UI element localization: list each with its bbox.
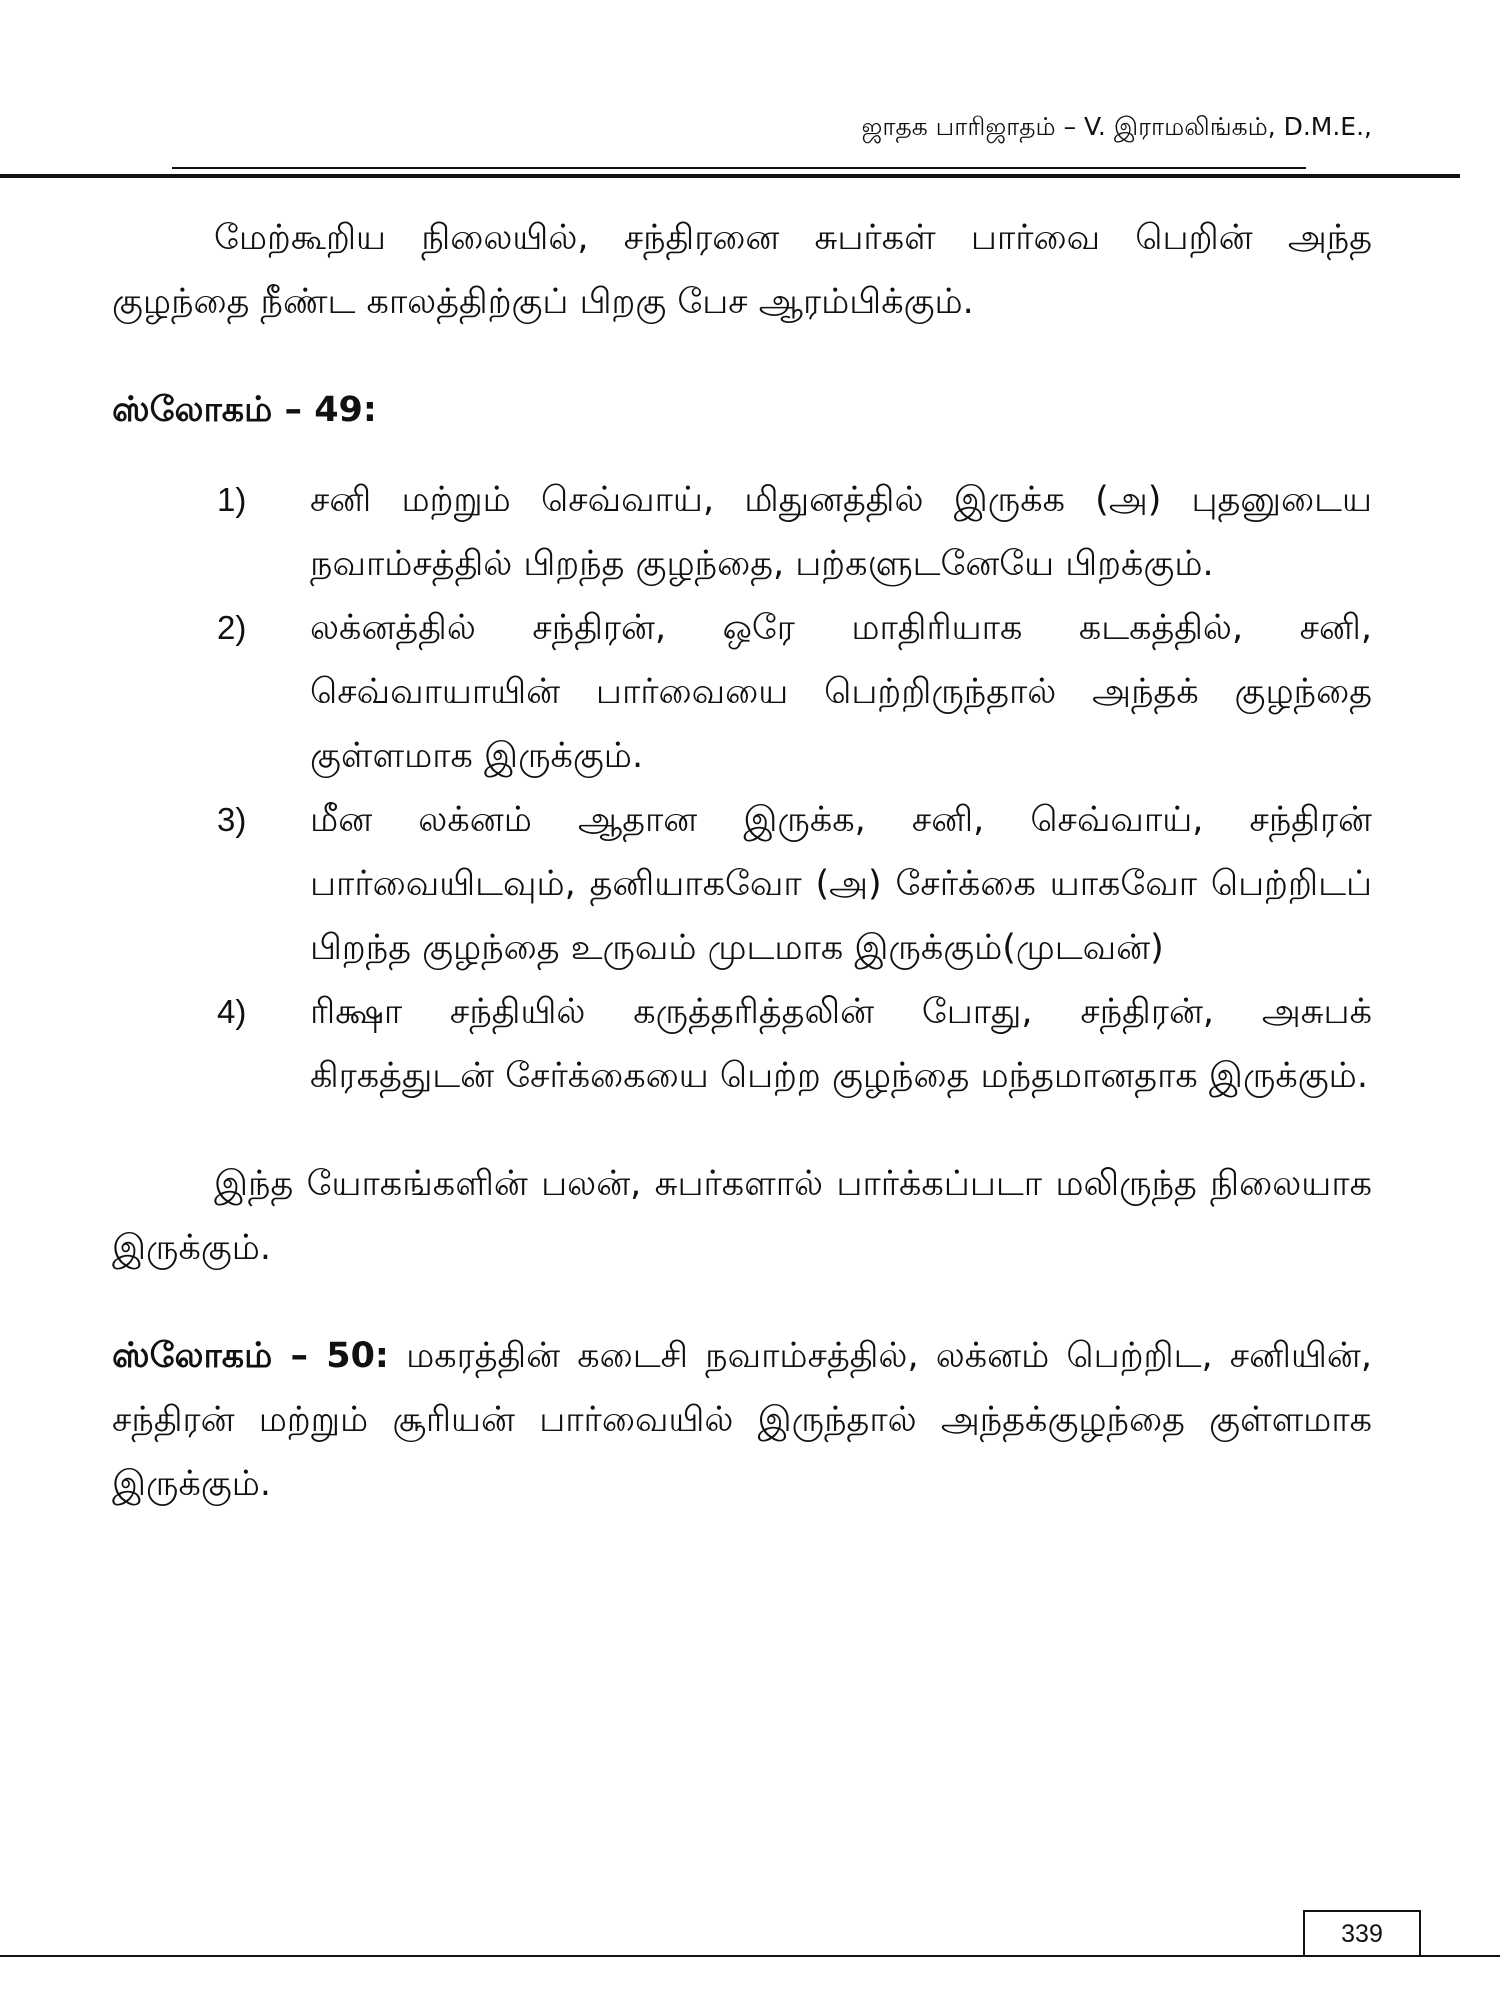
- header-rule-thick: [0, 174, 1460, 178]
- sloka-50-label: ஸ்லோகம் – 50:: [112, 1336, 389, 1376]
- list-item-text: மீன லக்னம் ஆதான இருக்க, சனி, செவ்வாய், சந்திரன் பார்வையிடவும், தனியாகவோ (அ) சேர்க்கை யாகவோ பெற்றிடப் பிறந்த குழந்தை உருவம் முடமாக இருக்கும்(முடவன்): [310, 800, 1372, 968]
- list-item: [112, 468, 1372, 596]
- list-item-number: 3): [217, 801, 247, 838]
- yoga-paragraph: இந்த யோகங்களின் பலன், சுபர்களால் பார்க்கப்படா மலிருந்த நிலையாக இருக்கும்.: [112, 1164, 1372, 1268]
- intro-paragraph: மேற்கூறிய நிலையில், சந்திரனை சுபர்கள் பார்வை பெறின் அந்த குழந்தை நீண்ட காலத்திற்குப் பிறகு பேச ஆரம்பிக்கும்.: [112, 218, 1372, 322]
- sloka-50-paragraph: [112, 1324, 1372, 1516]
- header-rule-thin: [172, 167, 1306, 169]
- footer-rule: [0, 1955, 1500, 1957]
- list-item-number: 1): [217, 481, 247, 518]
- sloka-49-label: ஸ்லோகம் – 49:: [112, 390, 377, 430]
- page-body: [112, 206, 1372, 1516]
- list-item: [112, 980, 1372, 1108]
- list-item: [112, 788, 1372, 980]
- sloka-49-heading: [112, 378, 1372, 442]
- list-item: [112, 596, 1372, 788]
- sloka-49-list: [112, 468, 1372, 1108]
- spacer: [112, 1108, 1372, 1152]
- sloka-50-text: மகரத்தின் கடைசி நவாம்சத்தில், லக்னம் பெற்றிட, சனியின், சந்திரன் மற்றும் சூரியன் பார்வையில் இருந்தால் அந்தக்குழந்தை குள்ளமாக இருக்கும்.: [112, 1336, 1372, 1504]
- list-item-text: ரிக்ஷா சந்தியில் கருத்தரித்தலின் போது, சந்திரன், அசுபக் கிரகத்துடன் சேர்க்கையை பெற்ற குழந்தை மந்தமானதாக இருக்கும்.: [310, 992, 1372, 1096]
- running-header: ஜாதக பாரிஜாதம் – V. இராமலிங்கம், D.M.E.,: [861, 112, 1372, 141]
- list-item-number: 2): [217, 609, 247, 646]
- spacer: [112, 1280, 1372, 1324]
- page-number: 339: [1303, 1910, 1421, 1956]
- list-item-text: சனி மற்றும் செவ்வாய், மிதுனத்தில் இருக்க (அ) புதனுடைய நவாம்சத்தில் பிறந்த குழந்தை, பற்களுடனேயே பிறக்கும்.: [310, 480, 1372, 584]
- list-item-text: லக்னத்தில் சந்திரன், ஒரே மாதிரியாக கடகத்தில், சனி, செவ்வாயாயின் பார்வையை பெற்றிருந்தால் அந்தக் குழந்தை குள்ளமாக இருக்கும்.: [310, 608, 1372, 776]
- list-item-number: 4): [217, 993, 247, 1030]
